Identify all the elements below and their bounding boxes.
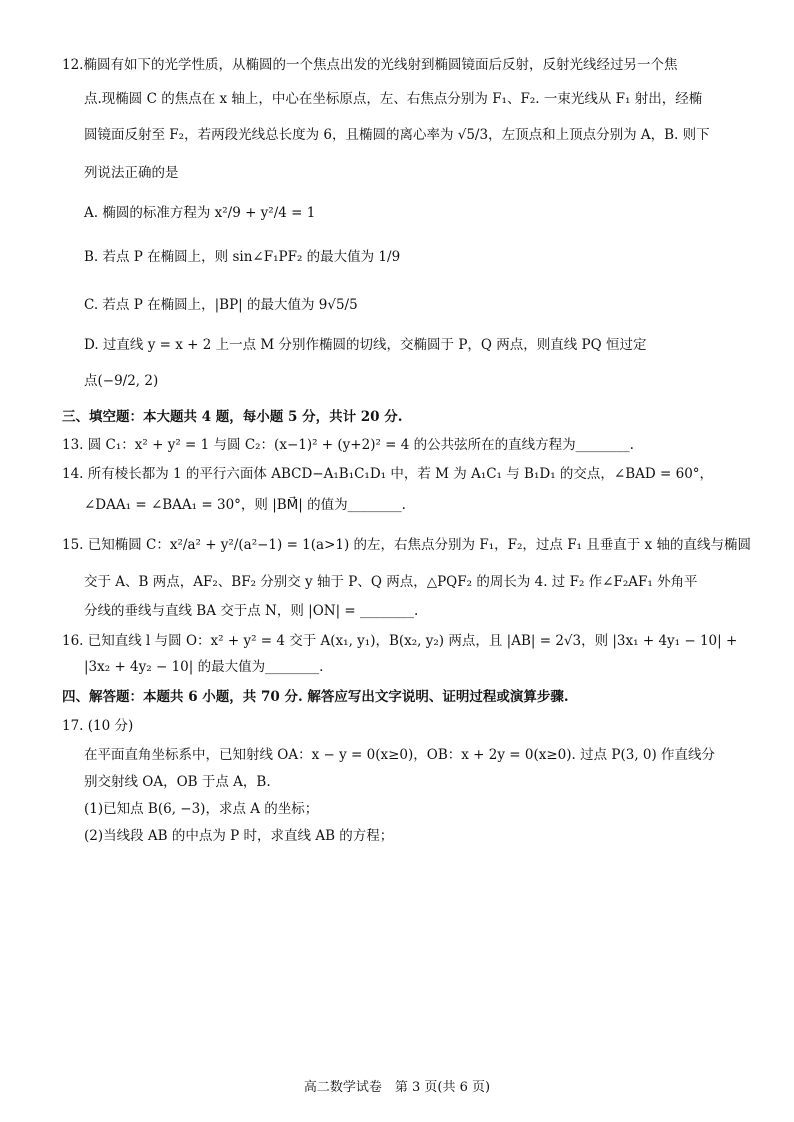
q15-line-1: 15. 已知椭圆 C：x²/a² + y²/(a²−1) = 1(a>1) 的左，右焦点分别为 F₁，F₂，过点 F₁ 且垂直于 x 轴的直线与椭圆	[62, 537, 751, 553]
q12-option-c: C. 若点 P 在椭圆上，|BP| 的最大值为 9√5/5	[84, 297, 358, 313]
q12-option-a: A. 椭圆的标准方程为 x²/9 + y²/4 = 1	[84, 205, 316, 221]
section-3-heading: 三、填空题：本大题共 4 题，每小题 5 分，共计 20 分.	[62, 409, 403, 425]
q17-heading: 17. (10 分)	[62, 718, 134, 734]
q17-part-2: (2)当线段 AB 的中点为 P 时，求直线 AB 的方程；	[84, 828, 394, 844]
section-4-heading: 四、解答题：本题共 6 小题，共 70 分. 解答应写出文字说明、证明过程或演算步骤.	[62, 689, 569, 705]
q12-option-d-line-1: D. 过直线 y = x + 2 上一点 M 分别作椭圆的切线，交椭圆于 P，Q 两点，则直线 PQ 恒过定	[84, 337, 647, 353]
q16-line-1: 16. 已知直线 l 与圆 O：x² + y² = 4 交于 A(x₁, y₁)，B(x₂, y₂) 两点，且 |AB| = 2√3，则 |3x₁ + 4y₁ − 10| +	[62, 633, 738, 649]
q12-line-1: 12.椭圆有如下的光学性质，从椭圆的一个焦点出发的光线射到椭圆镜面后反射，反射光线经过另一个焦	[62, 57, 678, 73]
page-footer: 高二数学试卷 第 3 页(共 6 页)	[303, 1080, 491, 1095]
q17-line-1: 在平面直角坐标系中，已知射线 OA：x − y = 0(x≥0)，OB：x + 2y = 0(x≥0). 过点 P(3, 0) 作直线分	[84, 747, 716, 763]
q14-line-2: ∠DAA₁ = ∠BAA₁ = 30°，则 |BM⃗| 的值为________.	[84, 497, 406, 513]
q14-line-1: 14. 所有棱长都为 1 的平行六面体 ABCD−A₁B₁C₁D₁ 中，若 M 为 A₁C₁ 与 B₁D₁ 的交点，∠BAD = 60°，	[62, 466, 714, 482]
q12-option-d-line-2: 点(−9/2, 2)	[84, 373, 159, 389]
q12-line-3: 圆镜面反射至 F₂，若两段光线总长度为 6，且椭圆的离心率为 √5/3，左顶点和上顶点分别为 A，B. 则下	[84, 127, 710, 143]
q12-option-b: B. 若点 P 在椭圆上，则 sin∠F₁PF₂ 的最大值为 1/9	[84, 249, 401, 265]
q15-line-3: 分线的垂线与直线 BA 交于点 N，则 |ON| = ________.	[84, 603, 419, 619]
q12-line-2: 点.现椭圆 C 的焦点在 x 轴上，中心在坐标原点，左、右焦点分别为 F₁、F₂. 一束光线从 F₁ 射出，经椭	[84, 91, 703, 107]
q13: 13. 圆 C₁：x² + y² = 1 与圆 C₂：(x−1)² + (y+2)² = 4 的公共弦所在的直线方程为________.	[62, 437, 634, 453]
q12-line-4: 列说法正确的是	[84, 165, 179, 181]
q15-line-2: 交于 A、B 两点，AF₂、BF₂ 分别交 y 轴于 P、Q 两点，△PQF₂ 的周长为 4. 过 F₂ 作∠F₂AF₁ 外角平	[84, 574, 698, 590]
q17-line-2: 别交射线 OA，OB 于点 A，B.	[84, 774, 271, 790]
q17-part-1: (1)已知点 B(6, −3)，求点 A 的坐标；	[84, 801, 319, 817]
q16-line-2: |3x₂ + 4y₂ − 10| 的最大值为________.	[84, 659, 324, 675]
